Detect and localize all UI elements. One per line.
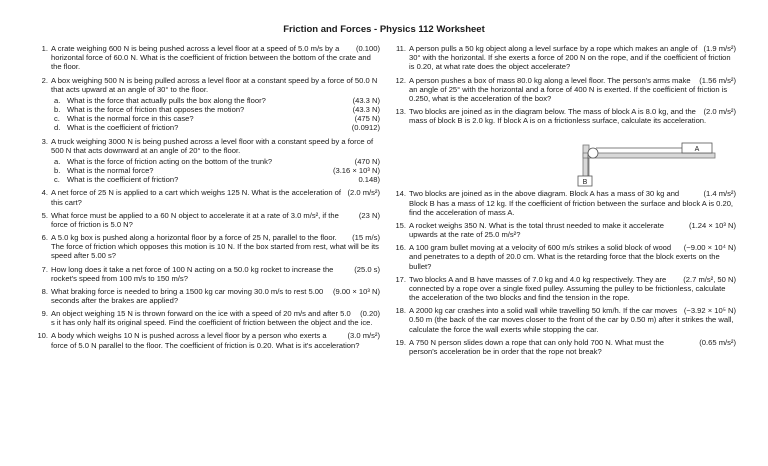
question-item	[392, 306, 736, 334]
question-text: A crate weighing 600 N is being pushed across a level floor at a speed of 5.0 m/s by a horizontal force of 60.0 N. What is the coefficient of friction between the bottom of the crate and the floor.	[51, 44, 371, 72]
question-number: 1.	[41, 44, 48, 53]
question-body	[409, 275, 736, 303]
answer-value: (−9.00 × 10⁴ N)	[683, 243, 736, 253]
answer-value: (2.0 m/s²)	[703, 107, 736, 116]
question-item	[392, 275, 736, 303]
question-body	[409, 44, 736, 72]
question-text: A person pulls a 50 kg object along a level surface by a rope which makes an angle of 30° with the horizontal. If she exerts a force of 200 N on the rope, and if the coefficient of friction is 0.20, at what rate does the object accelerate?	[409, 44, 731, 72]
sub-question-text: What is the force of friction that opposes the motion?	[67, 105, 245, 115]
question-number: 2.	[41, 75, 48, 85]
answer-value: (25.0 s)	[354, 264, 380, 274]
question-text: How long does it take a net force of 100 N acting on a 50.0 kg rocket to increase the rocket's speed from 100 m/s to 150 m/s?	[51, 264, 334, 283]
answer-value: (0.65 m/s²)	[699, 337, 736, 347]
question-item	[392, 243, 736, 271]
answer-value: (9.00 × 10³ N)	[332, 286, 380, 296]
question-number: 3.	[41, 136, 48, 146]
question-number: 10.	[37, 331, 48, 341]
question-number: 13.	[395, 107, 406, 116]
question-item	[34, 309, 380, 327]
answer-value: (0.100)	[355, 44, 380, 53]
question-item	[392, 44, 736, 72]
question-number: 4.	[41, 188, 48, 198]
answer-value: (1.24 × 10³ N)	[688, 220, 736, 230]
sub-question-text: What is the coefficient of friction?	[67, 123, 179, 133]
question-body	[409, 306, 736, 334]
left-column	[34, 44, 380, 354]
question-item	[392, 107, 736, 125]
question-text: A person pushes a box of mass 80.0 kg along a level floor. The person's arms make an angle of 25° with the horizontal and a force of 400 N is exerted. If the coefficient of friction is 0.250, what is the acceleration of the box?	[409, 75, 728, 103]
sub-question	[51, 123, 380, 132]
question-text: A 2000 kg car crashes into a solid wall while travelling 50 km/h. If the car moves 0.50 m (the back of the car moves closer to the front of the car by 0.50 m) after it strikes the wall, calculate the force the wall exerts while stopping the car.	[409, 306, 734, 334]
question-text: A body which weighs 10 N is pushed across a level floor by a person who exerts a force of 5.0 N parallel to the floor. The coefficient of friction is 0.20. What is it's acceleration?	[51, 331, 360, 350]
question-text: A 5.0 kg box is pushed along a horizontal floor by a force of 25 N, parallel to the floor. The force of friction which opposes this motion is 10 N. If the box started from rest, what will be its speed after 5.00 s?	[51, 233, 379, 261]
table-surface	[583, 153, 715, 158]
question-body	[51, 265, 380, 283]
pulley	[588, 148, 598, 158]
answer-value: (1.9 m/s²)	[703, 44, 736, 53]
answer-value: (2.7 m/s², 50 N)	[683, 274, 736, 284]
question-body	[409, 338, 736, 356]
question-number: 7.	[41, 264, 48, 274]
question-body	[409, 221, 736, 239]
question-number: 11.	[396, 44, 406, 53]
sub-question	[51, 157, 380, 166]
answer-value: (475 N)	[354, 114, 380, 124]
question-item	[34, 233, 380, 261]
question-item	[392, 76, 736, 104]
block-b-label: B	[582, 179, 588, 187]
question-text: An object weighing 15 N is thrown forward on the ice with a speed of 20 m/s and after 5.0 s it has only half its original speed. Find the coefficient of friction between the object and the ice.	[51, 309, 373, 328]
question-item	[34, 331, 380, 349]
question-number: 12.	[395, 75, 406, 85]
diagram-container	[392, 129, 736, 187]
question-text: What force must be applied to a 60 N object to accelerate it at a rate of 3.0 m/s², if the force of friction is 5.0 N?	[51, 210, 339, 229]
sub-question	[51, 114, 380, 123]
question-body	[51, 309, 380, 327]
question-body	[51, 287, 380, 305]
question-body	[51, 233, 380, 261]
question-text: A net force of 25 N is applied to a cart which weighs 125 N. What is the acceleration of this cart?	[51, 188, 341, 207]
sub-question-label: b.	[54, 105, 61, 115]
question-number: 6.	[41, 233, 48, 242]
question-item	[34, 44, 380, 72]
answer-value: (3.16 × 10³ N)	[332, 166, 380, 176]
worksheet-title: Friction and Forces - Physics 112 Worksheet	[283, 24, 485, 35]
question-body	[51, 76, 380, 133]
question-number: 14.	[395, 189, 406, 199]
question-body	[51, 44, 380, 72]
question-item	[34, 137, 380, 185]
answer-value: (23 N)	[358, 210, 380, 220]
question-text: Two blocks A and B have masses of 7.0 kg and 4.0 kg respectively. They are connected by a rope over a single fixed pulley. Assuming the pulley to be frictionless, calculate the acceleration of the two blocks and find the tension in the rope.	[409, 274, 726, 302]
sub-question	[51, 175, 380, 184]
sub-question-label: a.	[54, 156, 61, 166]
question-text: Two blocks are joined as in the diagram below. The mass of block A is 8.0 kg, and the mass of block B is 2.0 kg. If block A is on a frictionless surface, calculate its acceleration.	[409, 107, 707, 126]
question-text: A truck weighing 3000 N is being pushed across a level floor with a constant speed by a force of 500 N that acts downward at an angle of 20° to the floor.	[51, 136, 374, 155]
question-number: 19.	[395, 337, 406, 347]
question-body	[51, 331, 380, 349]
sub-question	[51, 96, 380, 105]
question-text: A box weighing 500 N is being pulled across a level floor at a constant speed by a force of 50.0 N that acts upward at an angle of 30° to the floor.	[51, 75, 378, 94]
question-body	[51, 188, 380, 206]
answer-value: (15 m/s)	[352, 233, 380, 242]
sub-question	[51, 105, 380, 114]
sub-question-list	[51, 157, 380, 185]
sub-question-text: What is the normal force?	[67, 166, 154, 176]
sub-question-list	[51, 96, 380, 133]
answer-value: (0.20)	[360, 309, 380, 319]
question-item	[34, 188, 380, 206]
sub-question-label: a.	[54, 95, 61, 105]
question-number: 15.	[395, 220, 406, 230]
question-text: A 100 gram bullet moving at a velocity of 600 m/s strikes a solid block of wood and penetrates to a depth of 20.0 cm. What is the retarding force that the block exerts on the bullet?	[409, 243, 720, 271]
answer-value: (2.0 m/s²)	[347, 188, 380, 198]
sub-question-text: What is the force of friction acting on the bottom of the trunk?	[67, 156, 273, 166]
question-body	[409, 189, 736, 217]
answer-value: (1.56 m/s²)	[699, 75, 736, 85]
question-item	[34, 287, 380, 305]
question-text: A rocket weighs 350 N. What is the total thrust needed to make it accelerate upwards at the rate of 25.0 m/s²?	[409, 220, 664, 239]
question-body	[51, 137, 380, 185]
question-body	[409, 107, 736, 125]
question-body	[409, 76, 736, 104]
answer-value: (43.3 N)	[352, 105, 380, 115]
answer-value: (0.0912)	[351, 123, 380, 133]
answer-value: (43.3 N)	[352, 95, 380, 105]
question-number: 5.	[41, 210, 48, 220]
question-number: 16.	[395, 243, 406, 253]
question-body	[409, 243, 736, 271]
block-a-label: A	[694, 146, 700, 154]
answer-value: (470 N)	[354, 156, 380, 166]
sub-question-label: c.	[54, 114, 60, 124]
question-number: 9.	[41, 309, 48, 319]
question-text: What braking force is needed to bring a 1500 kg car moving 30.0 m/s to rest 5.00 seconds after the brakes are applied?	[51, 286, 324, 305]
sub-question-label: c.	[54, 175, 60, 185]
answer-value: (3.0 m/s²)	[347, 331, 380, 341]
sub-question-label: d.	[54, 123, 61, 133]
answer-value: 0.148)	[358, 175, 380, 185]
sub-question-text: What is the normal force in this case?	[67, 114, 194, 124]
question-item	[392, 189, 736, 217]
sub-question-label: b.	[54, 166, 61, 176]
question-item	[34, 211, 380, 229]
right-column	[392, 44, 736, 360]
question-text: A 750 N person slides down a rope that can only hold 700 N. What must the person's acceleration be in order that the rope not break?	[409, 337, 664, 356]
sub-question-text: What is the coefficient of friction?	[67, 175, 179, 185]
question-item	[34, 265, 380, 283]
question-number: 18.	[395, 306, 406, 316]
question-item	[34, 76, 380, 133]
answer-value: (1.4 m/s²)	[703, 189, 736, 199]
answer-value: (−3.92 × 10⁵ N)	[683, 306, 736, 316]
question-item	[392, 221, 736, 239]
question-number: 8.	[41, 286, 48, 296]
question-body	[51, 211, 380, 229]
question-item	[392, 338, 736, 356]
sub-question	[51, 166, 380, 175]
question-text: Two blocks are joined as in the above diagram. Block A has a mass of 30 kg and Block B has a mass of 12 kg. If the coefficient of friction between the surface and block A is 0.20, find the acceleration of mass A.	[409, 189, 734, 217]
sub-question-text: What is the force that actually pulls the box along the floor?	[67, 95, 266, 105]
pulley-diagram	[392, 129, 736, 187]
question-number: 17.	[395, 274, 406, 284]
